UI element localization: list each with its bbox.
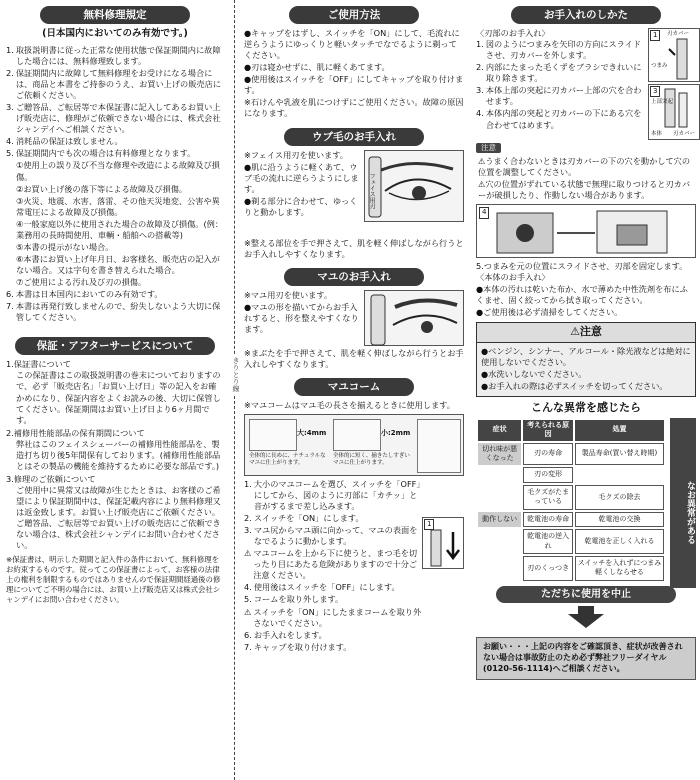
list-item [244, 479, 422, 512]
symptom-cell [478, 467, 521, 482]
list-item: ●肌に沿うように軽くあて、ウブ毛の流れに逆らうようにします。 [244, 161, 359, 194]
remedy-cell: 毛クズの除去 [575, 485, 664, 510]
remedy-cell: 乾電池の交換 [575, 512, 664, 527]
heading-eyebrow: マユのお手入れ [284, 268, 424, 286]
list-item: ●剃る部分に合わせて、ゆっくりと動かします。 [244, 195, 358, 217]
heading-free-repair: 無料修理規定 [40, 6, 190, 24]
list-number: 5. [6, 148, 14, 159]
fig-number: 1 [650, 30, 660, 41]
list-number: 6. [6, 289, 14, 300]
list-item [6, 301, 224, 323]
trouble-table [476, 418, 666, 583]
body-care-title: 〈本体のお手入れ〉 [476, 272, 550, 283]
table-row [478, 443, 664, 466]
heading-comb: マユコーム [294, 378, 414, 396]
list-number: 5. [244, 594, 252, 605]
list-item: ●マユの形を描いてからお手入れすると、形を整えやすくなります。 [244, 301, 359, 334]
remedy-cell: 製品寿命(買い替え時期) [575, 443, 664, 466]
list-number: ⚠ [244, 548, 252, 559]
table-row [478, 556, 664, 581]
heading-usage: ご使用方法 [289, 6, 419, 24]
list-item [476, 62, 644, 84]
list-item [6, 45, 224, 67]
list-item [244, 582, 422, 593]
list-item [244, 548, 422, 581]
symptom-cell: 切れ味が悪くなった [478, 443, 521, 466]
cause-cell: 乾電池の寿命 [523, 512, 573, 527]
list-number: 3. [476, 85, 484, 96]
comb-big-caption: 全体的に長めに、ナチュラルなマユに仕上がります。 [249, 452, 326, 467]
list-number: 2. [244, 513, 252, 523]
list-text: 本体内部の突起と刃カバーの下にある穴を合わせてはめます。 [485, 108, 642, 130]
arrow-down-big-icon [476, 606, 696, 628]
list-item: ⚠うまく合わないときは刃カバーの下の穴を動かして穴の位置を調整してください。 [478, 156, 691, 178]
list-item: ●水洗いしないでください。 [481, 368, 587, 379]
comb-small-label: 小:2mm [381, 428, 411, 437]
list-number: 1. [476, 39, 484, 50]
list-number: 3. [244, 525, 252, 536]
list-item: ※フェイス用刃を使います。 [244, 149, 348, 160]
warning-box [476, 322, 696, 397]
list-item [6, 68, 224, 101]
list-number: 1. [244, 478, 252, 489]
list-text: キャップを取り付けます。 [253, 641, 352, 652]
list-text: 消耗品の保証は致しません。 [15, 136, 123, 147]
heading-after-service: 保証・アフターサービスについて [15, 337, 215, 355]
table-row [478, 529, 664, 554]
blade-care-step-5: 5.つまみを元の位置にスライドさせ、刃部を固定します。 [476, 261, 688, 272]
remedy-cell: 乾電池を正しく入れる [575, 529, 664, 554]
blade-care-steps [476, 39, 644, 131]
fig-align-holes [476, 204, 696, 258]
list-item [6, 102, 224, 135]
eyebrow-illustration [364, 290, 464, 346]
vellus-blade-label: フェイス用刃 [368, 172, 376, 209]
list-item: ●刃は寝かせずに、肌に軽くあてます。 [244, 62, 390, 73]
parts-body: 弊社はこのフェイスシェーバーの補修用性能部品を、製造打ち切り後5年間保有しております。(補修用性能部品とはその製品の機能を維持するために必要な部品です。) [16, 438, 221, 471]
symptom-cell [478, 529, 521, 554]
comb-eye-image [417, 419, 461, 473]
list-text: 保証期間内に故障して無料修理をお受けになる場合には、商品と本書をご持参のうえ、お買い上げの販売店にご依頼ください。 [15, 67, 221, 101]
list-item: ⑤本書の提示がない場合。 [16, 241, 114, 252]
list-item [244, 513, 422, 524]
blade-figures [648, 28, 700, 140]
list-text: 保証期間内でも次の場合は有料修理となります。 [15, 148, 196, 159]
symptom-cell [478, 556, 521, 581]
list-item [6, 289, 224, 300]
free-repair-list-2 [6, 289, 224, 323]
vellus-illustration [364, 150, 464, 222]
caution-tag: 注意 [476, 143, 501, 153]
list-item: ⑦ご使用による汚れ及び刃の損傷。 [16, 277, 147, 288]
list-item: ①使用上の誤り及び不当な修理や改造による故障及び損傷。 [16, 160, 220, 182]
col-remedy: 処置 [575, 420, 664, 441]
fig-number: 3 [650, 86, 660, 97]
list-item: ⚠穴の位置がずれている状態で無理に取りつけると刃カバーが破損したり、作動しない場合があります。 [478, 179, 691, 201]
list-item: ●本体の汚れは乾いた布か、水で薄めた中性洗剤を布にふくませ、固く絞ってから拭き取ってください。 [476, 283, 688, 305]
list-item [244, 525, 422, 547]
usage-list [244, 28, 464, 120]
table-row [478, 467, 664, 482]
column-warranty [0, 0, 232, 780]
vellus-note: ※整える部位を手で押さえて、肌を軽く伸ばしながら行うとお手入れしやすくなります。 [244, 237, 464, 259]
eyebrow-list [244, 290, 362, 335]
section-repair-request: 3.修理のご依頼について [6, 473, 96, 484]
list-number: 2. [476, 62, 484, 73]
list-item [244, 594, 422, 605]
warning-heading: ⚠注意 [477, 323, 695, 343]
table-row [478, 512, 664, 527]
list-item: ●ベンジン、シンナー、アルコール・除光液などは絶対に使用しないでください。 [481, 345, 691, 367]
hotline-notice: お願い・・・上記の内容をご確認頂き、症状が改善されない場合は事故防止のため必ず弊社フリーダイヤル(0120-56-1114)へご相談ください。 [476, 637, 696, 679]
col-cause: 考えられる原因 [523, 420, 573, 441]
list-text: マユコームを上から下に使うと、まつ毛を切ったり目にあたる危険がありますので十分ご注意ください。 [253, 548, 418, 581]
column-care [474, 0, 700, 780]
eyebrow-note: ※まぶたを手で押さえて、肌を軽く伸ばしながら行うとお手入れしやすくなります。 [244, 347, 464, 369]
fig-label-knob: つまみ [651, 63, 668, 69]
fig-number: 1 [424, 519, 434, 530]
section-warranty-card: 1.保証書について [6, 359, 71, 370]
fig-label-cover: 刃カバー [667, 31, 690, 37]
list-number: 2. [6, 67, 14, 78]
comb-small-image [333, 419, 381, 451]
list-item [476, 39, 644, 61]
list-text: スイッチを「ON」にします。 [253, 513, 364, 523]
list-number: 4. [476, 108, 484, 119]
free-repair-list [6, 45, 224, 160]
remedy-cell [575, 467, 664, 482]
eyebrow-trim-icon [365, 291, 465, 347]
fig-label-cover-2: 刃カバー [673, 131, 696, 137]
repair-request-body: ご使用中に異常又は故障が生じたときは、お客様のご希望により保証期間中は、保証記載内容により無料修理又は返金致します。お買い上げ販売店にご依頼ください。ご贈答品、ご転居等でお買い上げの販売店にご依頼できない場合は、株式会社シャンデイにお問い合わせください。 [16, 485, 221, 551]
list-item: ※石けんや乳液を肌につけずにご使用ください。故障の原因になります。 [244, 97, 464, 119]
list-item [244, 630, 422, 641]
fig-label-body: 本体 [651, 131, 663, 137]
list-text: スイッチを「ON」にしたままコームを取り外さないでください。 [253, 606, 422, 628]
fig-number: 4 [479, 207, 489, 218]
list-item [244, 642, 422, 653]
caution-list [476, 156, 696, 201]
list-text: ご贈答品、ご転居等で本保証書に記入してあるお買い上げ販売店に、修理がご依頼できない場合には、株式会社シャンデイへご相談ください。 [15, 102, 221, 135]
warranty-note: ※保証書は、明示した期間と記入件の条件において、無料修理をお約束するものです。従ってこの保証書によって、お客様の法律上の権利を制限するものではありませんので保証期間経過後の修理についてご不明の場合には、お買い上げ販売店又は株式会社シャンデイにお問い合わせください。 [6, 555, 221, 605]
comb-steps [244, 479, 422, 653]
col-symptom: 症状 [478, 420, 521, 441]
side-notice: なお異常がある [670, 418, 696, 588]
list-number: ⚠ [244, 606, 252, 617]
hole-alignment-icon [477, 205, 697, 257]
list-item: ※マユ用刃を使います。 [244, 289, 333, 300]
symptom-cell [478, 485, 521, 510]
list-text: マユ尻からマユ頭に向かって、マユの表面をなでるように動かします。 [253, 525, 418, 547]
trouble-heading: こんな異常を感じたら [531, 400, 641, 414]
list-number: 4. [244, 582, 252, 593]
list-item [6, 148, 224, 159]
list-text: 大小のマユコームを選び、スイッチを「OFF」にしてから、図のように刃部に「カチッ」と音がするまで差し込みます。 [253, 478, 421, 511]
cause-cell: 乾電池の逆入れ [523, 529, 573, 554]
remedy-cell: スイッチを入れずにつまみ軽くしならせる [575, 556, 664, 581]
free-repair-subtitle: (日本国内においてのみ有効です。) [42, 28, 188, 39]
list-text: 使用後はスイッチを「OFF」にします。 [253, 582, 400, 593]
list-item: ③火災、地震、水害、落雷、その他天災地変、公害や異常電圧による故障及び損傷。 [16, 195, 220, 217]
list-text: 本書は再発行致しませんので、紛失しないよう大切に保管してください。 [15, 301, 221, 323]
section-parts: 2.補修用性能部品の保有期間について [6, 427, 145, 438]
warning-list [477, 343, 695, 396]
list-item: ●お手入れの際は必ずスイッチを切ってください。 [481, 380, 668, 391]
heading-vellus: ウブ毛のお手入れ [284, 128, 424, 146]
comb-big-image [249, 419, 297, 451]
cause-cell: 毛クズがたまっている [523, 485, 573, 510]
list-item: ●使用後はスイッチを「OFF」にしてキャップを取り付けます。 [244, 74, 464, 96]
list-item [476, 85, 644, 107]
stop-banner: ただちに使用を中止 [496, 586, 676, 604]
list-number: 7. [244, 641, 252, 652]
symptom-cell: 動作しない [478, 512, 521, 527]
fig-attach-cover [648, 84, 700, 140]
eye-shaver-icon [365, 151, 465, 223]
list-number: 7. [6, 301, 14, 312]
heading-care: お手入れのしかた [511, 6, 661, 24]
comb-attach-figure [422, 517, 464, 569]
list-item: ⑥本書にお買い上げ年月日、お客様名、販売店の記入がない場合。又は字句を書き替えられた場合。 [16, 253, 220, 275]
vellus-list [244, 150, 362, 218]
comb-big-label: 大:4mm [297, 428, 327, 437]
cause-cell: 刃の寿命 [523, 443, 573, 466]
list-text: お手入れをします。 [253, 629, 327, 640]
blade-care-title: 〈刃部のお手入れ〉 [476, 28, 550, 38]
list-item [6, 136, 224, 147]
list-text: 取扱説明書に従った正常な使用状態で保証期間内に故障した場合には、無料修理致します。 [15, 44, 221, 66]
comb-illustration [244, 414, 464, 476]
list-item [244, 607, 422, 629]
list-number: 4. [6, 136, 14, 147]
comb-note: ※マユコームはマユ毛の長さを揃えるときに使用します。 [244, 399, 455, 410]
fig-remove-cover [648, 28, 700, 82]
cut-line-label: きりとり線 [226, 355, 240, 394]
list-number: 3. [6, 102, 14, 113]
table-row [478, 485, 664, 510]
list-item: ④一般家庭以外に使用された場合の故障及び損傷。(例：業務用の長時間使用、車輌・船舶への搭載等) [16, 218, 224, 240]
list-number: 1. [6, 44, 14, 55]
paid-repair-cases [6, 160, 224, 288]
list-text: コームを取り外します。 [253, 594, 344, 605]
list-text: 内部にたまった毛くずをブラシできれいに取り除きます。 [485, 62, 642, 84]
list-text: 図のようにつまみを矢印の方向にスライドさせ、刃カバーを外します。 [485, 39, 641, 61]
list-item: ●ご使用後は必ず清掃をしてください。 [476, 306, 623, 317]
fig-label-top-tab: 上部突起 [651, 99, 674, 105]
warranty-card-body: この保証書はこの取扱説明書の巻末についておりますので、必ず「販売店名」「お買い上げ日」等の記入をお確かめになり、保証内容をよくお読みの後、大切に保管してください。保証期間はお買い上げ日より6ヶ月間です。 [16, 370, 221, 425]
cause-cell: 刃のくっつき [523, 556, 573, 581]
list-number: 6. [244, 629, 252, 640]
list-text: 本書は日本国内においてのみ有効です。 [15, 289, 163, 300]
list-item: ②お買い上げ後の落下等による故障及び損傷。 [16, 183, 188, 194]
column-usage [240, 0, 468, 780]
list-item [476, 108, 644, 130]
body-care-list [476, 284, 696, 318]
list-item: ●キャップをはずし、スイッチを「ON」にして、毛流れに逆らうようにゆっくりと軽いタッチでなでるように剃ってください。 [244, 28, 460, 61]
comb-small-caption: 全体的に短く、揃きたしすぎいマユに仕上がります。 [333, 452, 410, 467]
list-text: 本体上部の突起に刃カバー上部の穴を合わせます。 [485, 85, 642, 107]
cause-cell: 刃の変形 [523, 467, 573, 482]
